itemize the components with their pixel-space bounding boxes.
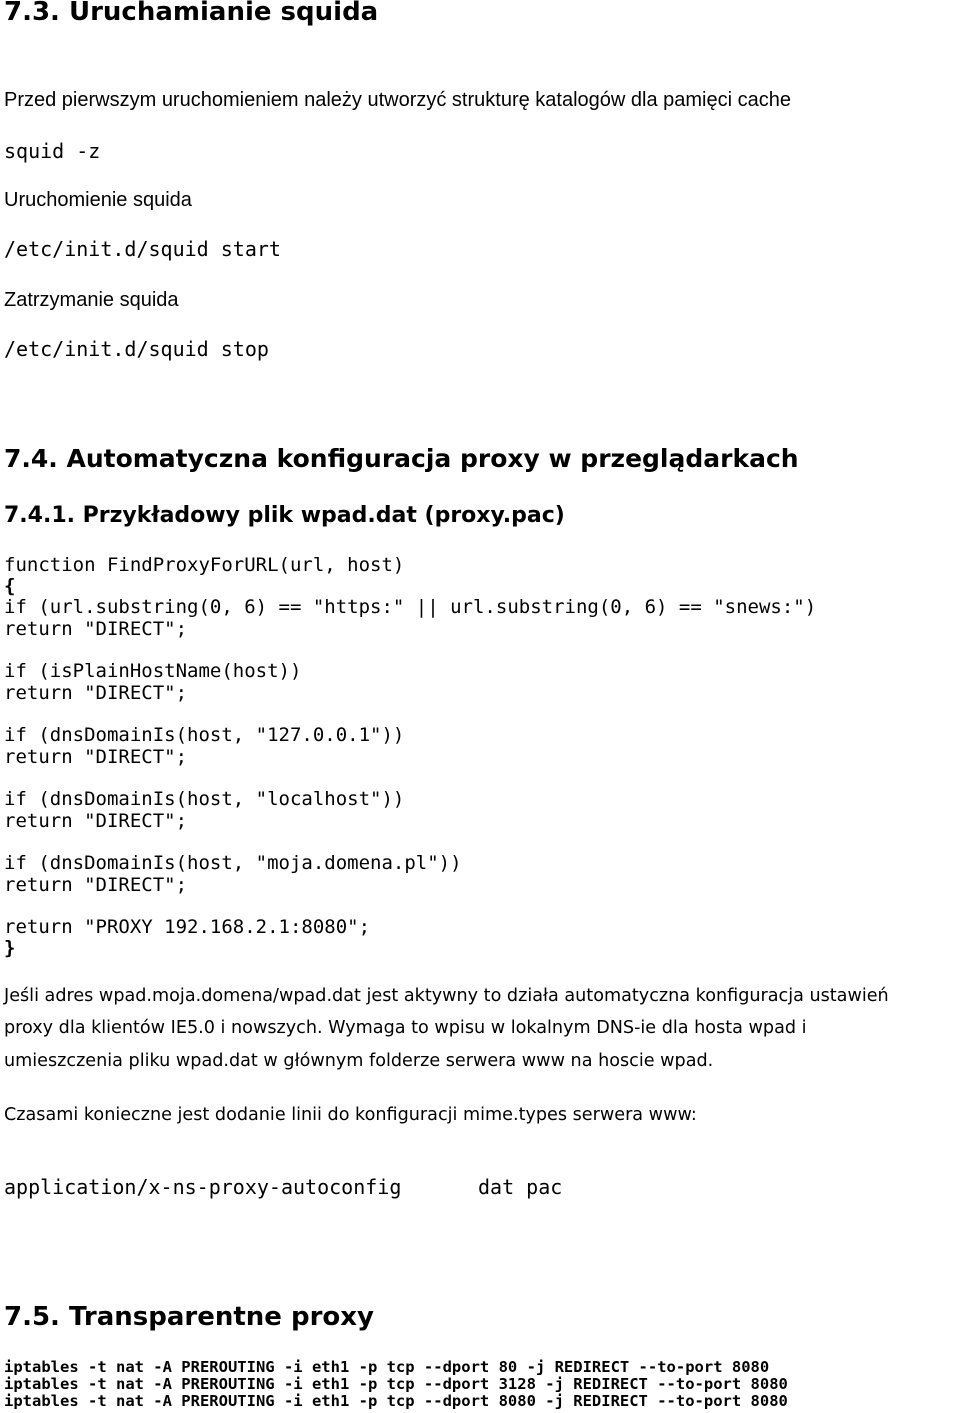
intro-text: Przed pierwszym uruchomieniem należy utworzyć strukturę katalogów dla pamięci cache bbox=[4, 89, 791, 111]
iptables-line: iptables -t nat -A PREROUTING -i eth1 -p tcp --dport 8080 -j REDIRECT --to-port 8080 bbox=[4, 1392, 788, 1410]
start-label: Uruchomienie squida bbox=[4, 189, 192, 211]
code-line: if (isPlainHostName(host)) bbox=[4, 660, 302, 682]
code-line: if (dnsDomainIs(host, "127.0.0.1")) bbox=[4, 724, 405, 746]
code-line: return "DIRECT"; bbox=[4, 682, 188, 704]
cmd-stop: /etc/init.d/squid stop bbox=[4, 337, 269, 361]
code-line: function FindProxyForURL(url, host) bbox=[4, 554, 405, 576]
paragraph-line: Jeśli adres wpad.moja.domena/wpad.dat jest aktywny to działa automatyczna konfiguracja ustawień bbox=[4, 986, 889, 1006]
iptables-line: iptables -t nat -A PREROUTING -i eth1 -p tcp --dport 3128 -j REDIRECT --to-port 8080 bbox=[4, 1375, 788, 1393]
mime-type: application/x-ns-proxy-autoconfig bbox=[4, 1175, 402, 1199]
code-line: return "DIRECT"; bbox=[4, 810, 188, 832]
section-7-5-title: 7.5. Transparentne proxy bbox=[4, 1302, 374, 1332]
paragraph-line: umieszczenia pliku wpad.dat w głównym folderze serwera www na hoscie wpad. bbox=[4, 1051, 714, 1071]
section-7-4-1-title: 7.4.1. Przykładowy plik wpad.dat (proxy.pac) bbox=[4, 503, 565, 528]
section-7-4-title: 7.4. Automatyczna konfiguracja proxy w przeglądarkach bbox=[4, 444, 799, 473]
stop-label: Zatrzymanie squida bbox=[4, 289, 179, 311]
code-line: return "DIRECT"; bbox=[4, 618, 188, 640]
code-line: { bbox=[4, 575, 16, 597]
code-line: if (url.substring(0, 6) == "https:" || url.substring(0, 6) == "snews:") bbox=[4, 596, 817, 618]
code-line: return "DIRECT"; bbox=[4, 746, 188, 768]
code-line: if (dnsDomainIs(host, "localhost")) bbox=[4, 788, 405, 810]
code-line: return "DIRECT"; bbox=[4, 874, 188, 896]
section-7-3-title: 7.3. Uruchamianie squida bbox=[4, 0, 379, 27]
code-line: return "PROXY 192.168.2.1:8080"; bbox=[4, 916, 371, 938]
iptables-line: iptables -t nat -A PREROUTING -i eth1 -p tcp --dport 80 -j REDIRECT --to-port 8080 bbox=[4, 1358, 770, 1376]
mime-note: Czasami konieczne jest dodanie linii do konfiguracji mime.types serwera www: bbox=[4, 1105, 697, 1125]
cmd-squid-z: squid -z bbox=[4, 139, 101, 163]
mime-extensions: dat pac bbox=[478, 1175, 563, 1199]
cmd-start: /etc/init.d/squid start bbox=[4, 237, 281, 261]
paragraph-line: proxy dla klientów IE5.0 i nowszych. Wymaga to wpisu w lokalnym DNS-ie dla hosta wpad i bbox=[4, 1018, 807, 1038]
code-line: if (dnsDomainIs(host, "moja.domena.pl")) bbox=[4, 852, 462, 874]
code-line: } bbox=[4, 937, 16, 959]
